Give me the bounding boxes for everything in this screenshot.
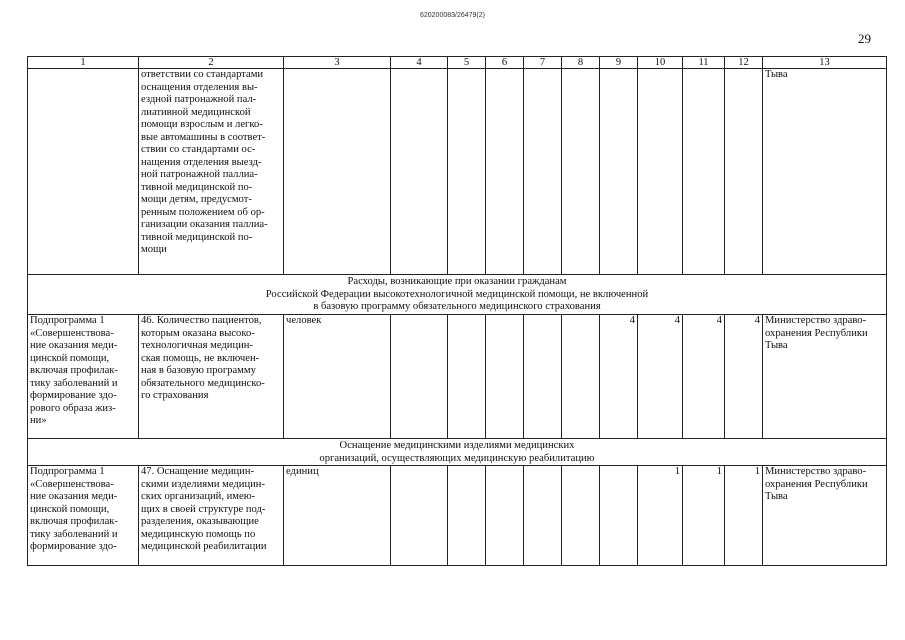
col-header: 13 — [763, 57, 887, 69]
section-heading-row — [28, 275, 887, 315]
cell-unit: человек — [284, 315, 391, 439]
cell-value: 4 — [600, 315, 638, 439]
col-header: 12 — [725, 57, 763, 69]
col-header: 7 — [524, 57, 562, 69]
cell-responsible: Министерство здраво- охранения Республики Тыва — [763, 315, 887, 439]
cell-value: 1 — [638, 466, 683, 566]
cell-indicator: 47. Оснащение медицин- скими изделиями медицин- ских организаций, имею- щих в своей структуре под- разделения, оказывающие медицинскую помощь по медицинской реабилитации — [139, 466, 284, 566]
cell-responsible: Министерство здраво- охранения Республики Тыва — [763, 466, 887, 566]
section-heading: Расходы, возникающие при оказании гражданам Российской Федерации высокотехнологичной медицинской помощи, не включенной в базовую программу обязательного медицинского страхования — [28, 275, 887, 315]
table-row-46 — [28, 315, 887, 439]
col-header: 5 — [448, 57, 486, 69]
col-header: 11 — [683, 57, 725, 69]
cell-value: 1 — [725, 466, 763, 566]
col-header: 4 — [391, 57, 448, 69]
program-table — [27, 56, 887, 566]
cell-value: 4 — [638, 315, 683, 439]
section-heading-row — [28, 439, 887, 466]
document-id: 620200083/26479(2) — [419, 12, 485, 19]
cell-indicator: ответствии со стандартами оснащения отделения вы- ездной патронажной пал- лиативной медицинской помощи взрослым и легко- вые автомашины в соответ- ствии со стандартами ос- нащения отделения выезд- ной патронажной паллиа- тивной медицинской по- мощи детям, предусмот- ренным положением об ор- ганизации оказания паллиа- тивной медицинской по- мощи — [139, 69, 284, 275]
cell-value: 4 — [725, 315, 763, 439]
cell-subprogram: Подпрограмма 1 «Совершенствова- ние оказания меди- цинской помощи, включая профилак- тику заболеваний и формирование здо- — [28, 466, 139, 566]
cell-value: 1 — [683, 466, 725, 566]
cell-indicator: 46. Количество пациентов, которым оказана высоко- технологичная медицин- ская помощь, не включен- ная в базовую программу обязательного медицинско- го страхования — [139, 315, 284, 439]
column-number-row — [28, 57, 887, 69]
table-row-47 — [28, 466, 887, 566]
col-header: 6 — [486, 57, 524, 69]
col-header: 9 — [600, 57, 638, 69]
page-number: 29 — [858, 31, 871, 46]
col-header: 2 — [139, 57, 284, 69]
cell-value: 4 — [683, 315, 725, 439]
cell-unit: единиц — [284, 466, 391, 566]
cell-unit — [284, 69, 391, 275]
cell-subprogram — [28, 69, 139, 275]
cell-responsible: Тыва — [763, 69, 887, 275]
cell-subprogram: Подпрограмма 1 «Совершенствова- ние оказания меди- цинской помощи, включая профилак- тику заболеваний и формирование здо- рового образа жиз- ни» — [28, 315, 139, 439]
col-header: 1 — [28, 57, 139, 69]
section-heading: Оснащение медицинскими изделиями медицинских организаций, осуществляющих медицинскую реабилитацию — [28, 439, 887, 466]
col-header: 8 — [562, 57, 600, 69]
col-header: 3 — [284, 57, 391, 69]
col-header: 10 — [638, 57, 683, 69]
table-row-continuation — [28, 69, 887, 275]
